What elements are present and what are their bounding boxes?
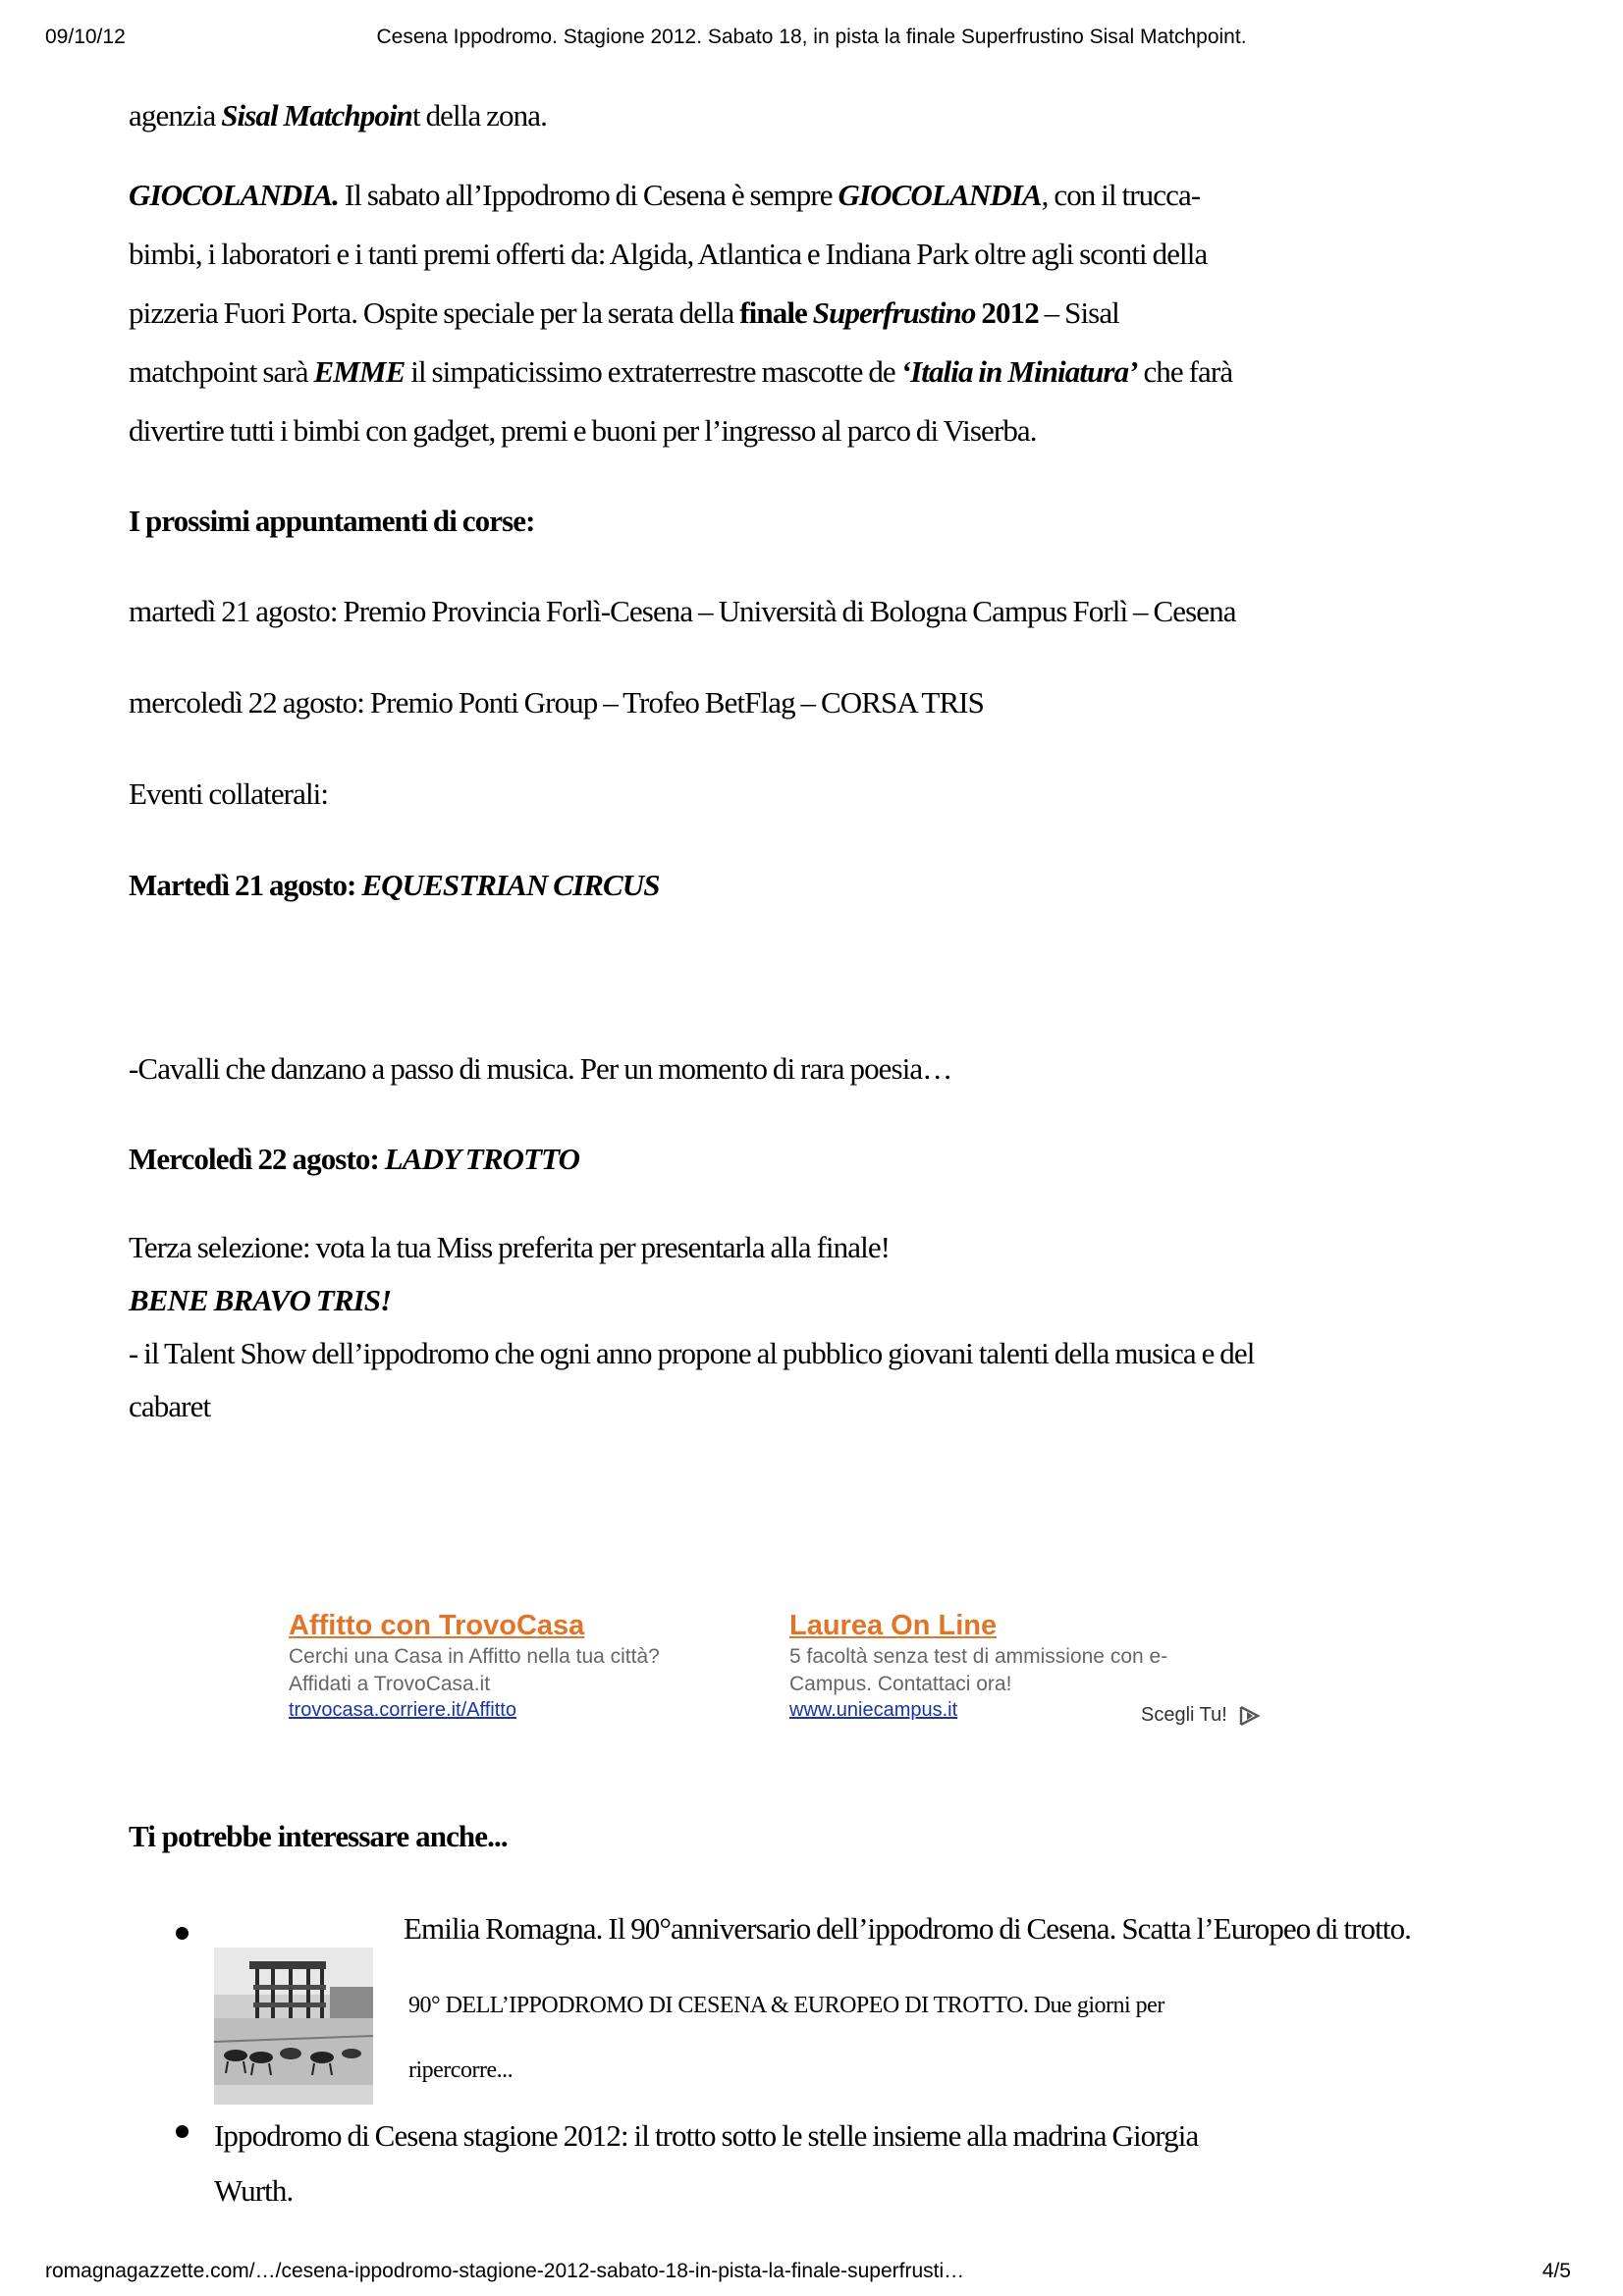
print-date: 09/10/12 (45, 26, 126, 48)
race-item: mercoledì 22 agosto: Premio Ponti Group – Trofeo BetFlag – CORSA TRIS (129, 685, 984, 720)
paragraph-giocolandia: GIOCOLANDIA. Il sabato all’Ippodromo di Cesena è sempre GIOCOLANDIA, con il trucca- bimbi, i laboratori e i tanti premi offerti da: Algida, Atlantica e Indiana Park oltre agli sconti della pizzeria Fuori Porta. Ospite speciale per la serata della finale Superfrustino 2012 – Sisal matchpoint sarà EMME il simpaticissimo extraterrestre mascotte de ‘Italia in Miniatura’ che farà divertire tutti i bimbi con gadget, premi e buoni per l’ingresso al parco di Viserba. (129, 178, 1233, 448)
page-title: Cesena Ippodromo. Stagione 2012. Sabato 18, in pista la finale Superfrustino Sisal Matchpoint. (376, 26, 1247, 48)
ad-choices-label[interactable]: Scegli Tu! (1141, 1704, 1227, 1726)
related-article-link[interactable]: Ippodromo di Cesena stagione 2012: il trotto sotto le stelle insieme alla madrina Giorgia Wurth. (214, 2118, 1199, 2208)
racecourse-photo-thumbnail[interactable] (214, 1948, 373, 2105)
event-block (129, 1221, 1533, 1433)
adchoices-icon[interactable] (1238, 1705, 1262, 1727)
paragraph-agenzia: agenzia Sisal Matchpoint della zona. (129, 98, 547, 133)
event-heading: Mercoledì 22 agosto: LADY TROTTO (129, 1142, 580, 1176)
related-article-excerpt: 90° DELL’IPPODROMO DI CESENA & EUROPEO DI TROTTO. Due giorni per ripercorre... (408, 1993, 1164, 2083)
ad-url-link[interactable]: www.uniecampus.it (789, 1699, 958, 1721)
ad-description: Cerchi una Casa in Affitto nella tua città? (289, 1645, 660, 1668)
event-heading: Martedì 21 agosto: EQUESTRIAN CIRCUS (129, 868, 660, 902)
ad-choices[interactable] (1141, 1704, 1262, 1727)
page-number: 4/5 (1542, 2260, 1571, 2282)
article-body (129, 86, 1533, 1433)
ad-trovocasa[interactable] (289, 1608, 760, 1722)
ad-description: Affidati a TrovoCasa.it (289, 1673, 491, 1695)
race-item: martedì 21 agosto: Premio Provincia Forlì-Cesena – Università di Bologna Campus Forlì – Cesena (129, 594, 1236, 628)
related-article-link[interactable]: Emilia Romagna. Il 90°anniversario dell’ippodromo di Cesena. Scatta l’Europeo di trotto. (404, 1911, 1412, 1946)
upcoming-heading: I prossimi appuntamenti di corse: (129, 504, 535, 538)
bullet-icon (176, 1927, 189, 1940)
related-heading: Ti potrebbe interessare anche... (129, 1819, 508, 1853)
ad-description: Campus. Contattaci ora! (789, 1673, 1012, 1695)
ad-title-link[interactable]: Laurea On Line (789, 1610, 998, 1641)
bullet-icon (176, 2125, 189, 2138)
ad-title-link[interactable]: Affitto con TrovoCasa (289, 1610, 585, 1641)
event-description: - il Talent Show dell’ippodromo che ogni anno propone al pubblico giovani talenti della musica e del (129, 1336, 1255, 1370)
events-label: Eventi collaterali: (129, 776, 329, 811)
event-description: Terza selezione: vota la tua Miss preferita per presentarla alla finale! (129, 1230, 891, 1264)
event-description: cabaret (129, 1389, 211, 1423)
footer-url: romagnagazzette.com/…/cesena-ippodromo-stagione-2012-sabato-18-in-pista-la-finale-superfrusti… (45, 2260, 965, 2282)
event-description: -Cavalli che danzano a passo di musica. Per un momento di rara poesia… (129, 1051, 952, 1086)
ad-url-link[interactable]: trovocasa.corriere.it/Affitto (289, 1699, 516, 1721)
ad-description: 5 facoltà senza test di ammissione con e- (789, 1645, 1168, 1668)
event-heading: BENE BRAVO TRIS! (129, 1283, 392, 1317)
